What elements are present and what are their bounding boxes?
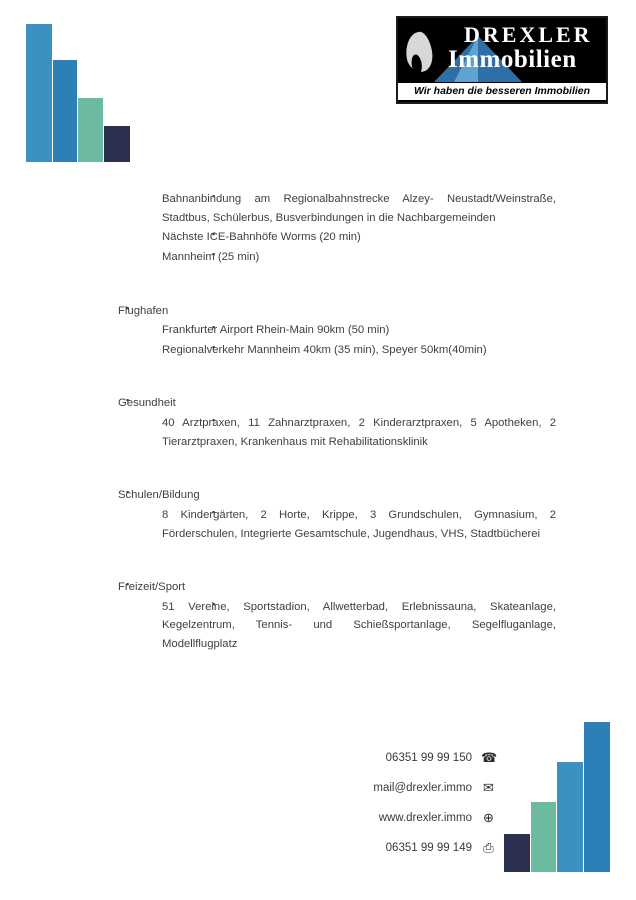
intro-bullet-list — [96, 190, 556, 267]
logo-slogan-text: Wir haben die besseren Immobilien — [398, 83, 606, 100]
section-gesundheit-items — [96, 414, 556, 451]
footer-contact-list — [156, 750, 496, 870]
section-flughafen — [96, 302, 556, 321]
contact-phone[interactable] — [156, 750, 496, 766]
section-flughafen-items — [96, 321, 556, 359]
spacer — [96, 268, 556, 302]
footer-bar-blue-light — [557, 762, 583, 872]
list-item: ▪ Regionalverkehr Mannheim 40km (35 min), Speyer 50km(40min) — [162, 341, 556, 360]
list-item: ▪ 51 Vereine, Sportstadion, Allwetterbad, Erlebnissauna, Skateanlage, Kegelzentrum, Tennis- und Schießsportanlage, Segelfluganlage, Modellflugplatz — [162, 598, 556, 654]
contact-phone-text: 06351 99 99 150 — [385, 752, 472, 764]
section-title: ▪ Flughafen — [118, 302, 556, 321]
spacer — [96, 360, 556, 394]
header-bar-blue-dark — [53, 60, 77, 162]
document-body — [96, 190, 556, 655]
footer-bar-blue-dark — [584, 722, 610, 872]
header-bar-green — [78, 98, 103, 162]
globe-icon: ⊕ — [483, 810, 494, 825]
footer-bar-green — [531, 802, 556, 872]
section-gesundheit — [96, 394, 556, 413]
spacer — [96, 544, 556, 578]
contact-email[interactable] — [156, 780, 496, 796]
footer-decorative-bars — [470, 722, 610, 872]
phone-icon: ☎ — [481, 750, 498, 765]
spacer — [96, 452, 556, 486]
section-title: ▪ Schulen/Bildung — [118, 486, 556, 505]
footer-bar-navy — [504, 834, 530, 872]
section-schulen-bildung-items — [96, 506, 556, 543]
header-bar-navy — [104, 126, 130, 162]
mail-icon: ✉ — [483, 780, 494, 795]
logo-brand-text: DREXLER — [464, 22, 593, 47]
section-freizeit-sport — [96, 578, 556, 597]
header-decorative-bars — [26, 22, 156, 162]
company-logo — [396, 16, 608, 104]
contact-fax-text: 06351 99 99 149 — [385, 842, 472, 854]
contact-website[interactable] — [156, 810, 496, 826]
section-title: ▪ Freizeit/Sport — [118, 578, 556, 597]
contact-email-text: mail@drexler.immo — [373, 782, 472, 794]
fax-icon: ⎙ — [483, 840, 494, 855]
list-item: ▪ Frankfurter Airport Rhein-Main 90km (50 min) — [162, 321, 556, 340]
list-item: ▪ 8 Kindergärten, 2 Horte, Krippe, 3 Grundschulen, Gymnasium, 2 Förderschulen, Integrierte Gesamtschule, Jugendhaus, VHS, Stadtbücherei — [162, 506, 556, 543]
list-item: ▪ 40 Arztpraxen, 11 Zahnarztpraxen, 2 Kinderarztpraxen, 5 Apotheken, 2 Tierarztpraxen, Krankenhaus mit Rehabilitationsklinik — [162, 414, 556, 451]
list-item: ▪ Nächste ICE-Bahnhöfe Worms (20 min) — [162, 228, 556, 247]
section-title: ▪ Gesundheit — [118, 394, 556, 413]
list-item: ▪ Bahnanbindung am Regionalbahnstrecke Alzey- Neustadt/Weinstraße, Stadtbus, Schülerbus, Busverbindungen in die Nachbargemeinden — [162, 190, 556, 227]
contact-fax[interactable] — [156, 840, 496, 856]
section-schulen-bildung — [96, 486, 556, 505]
header-bar-blue-light — [26, 24, 52, 162]
list-item: ▪ Mannheim (25 min) — [162, 248, 556, 267]
contact-website-text: www.drexler.immo — [378, 812, 472, 824]
section-freizeit-sport-items — [96, 598, 556, 654]
logo-subbrand-text: Immobilien — [448, 46, 577, 73]
